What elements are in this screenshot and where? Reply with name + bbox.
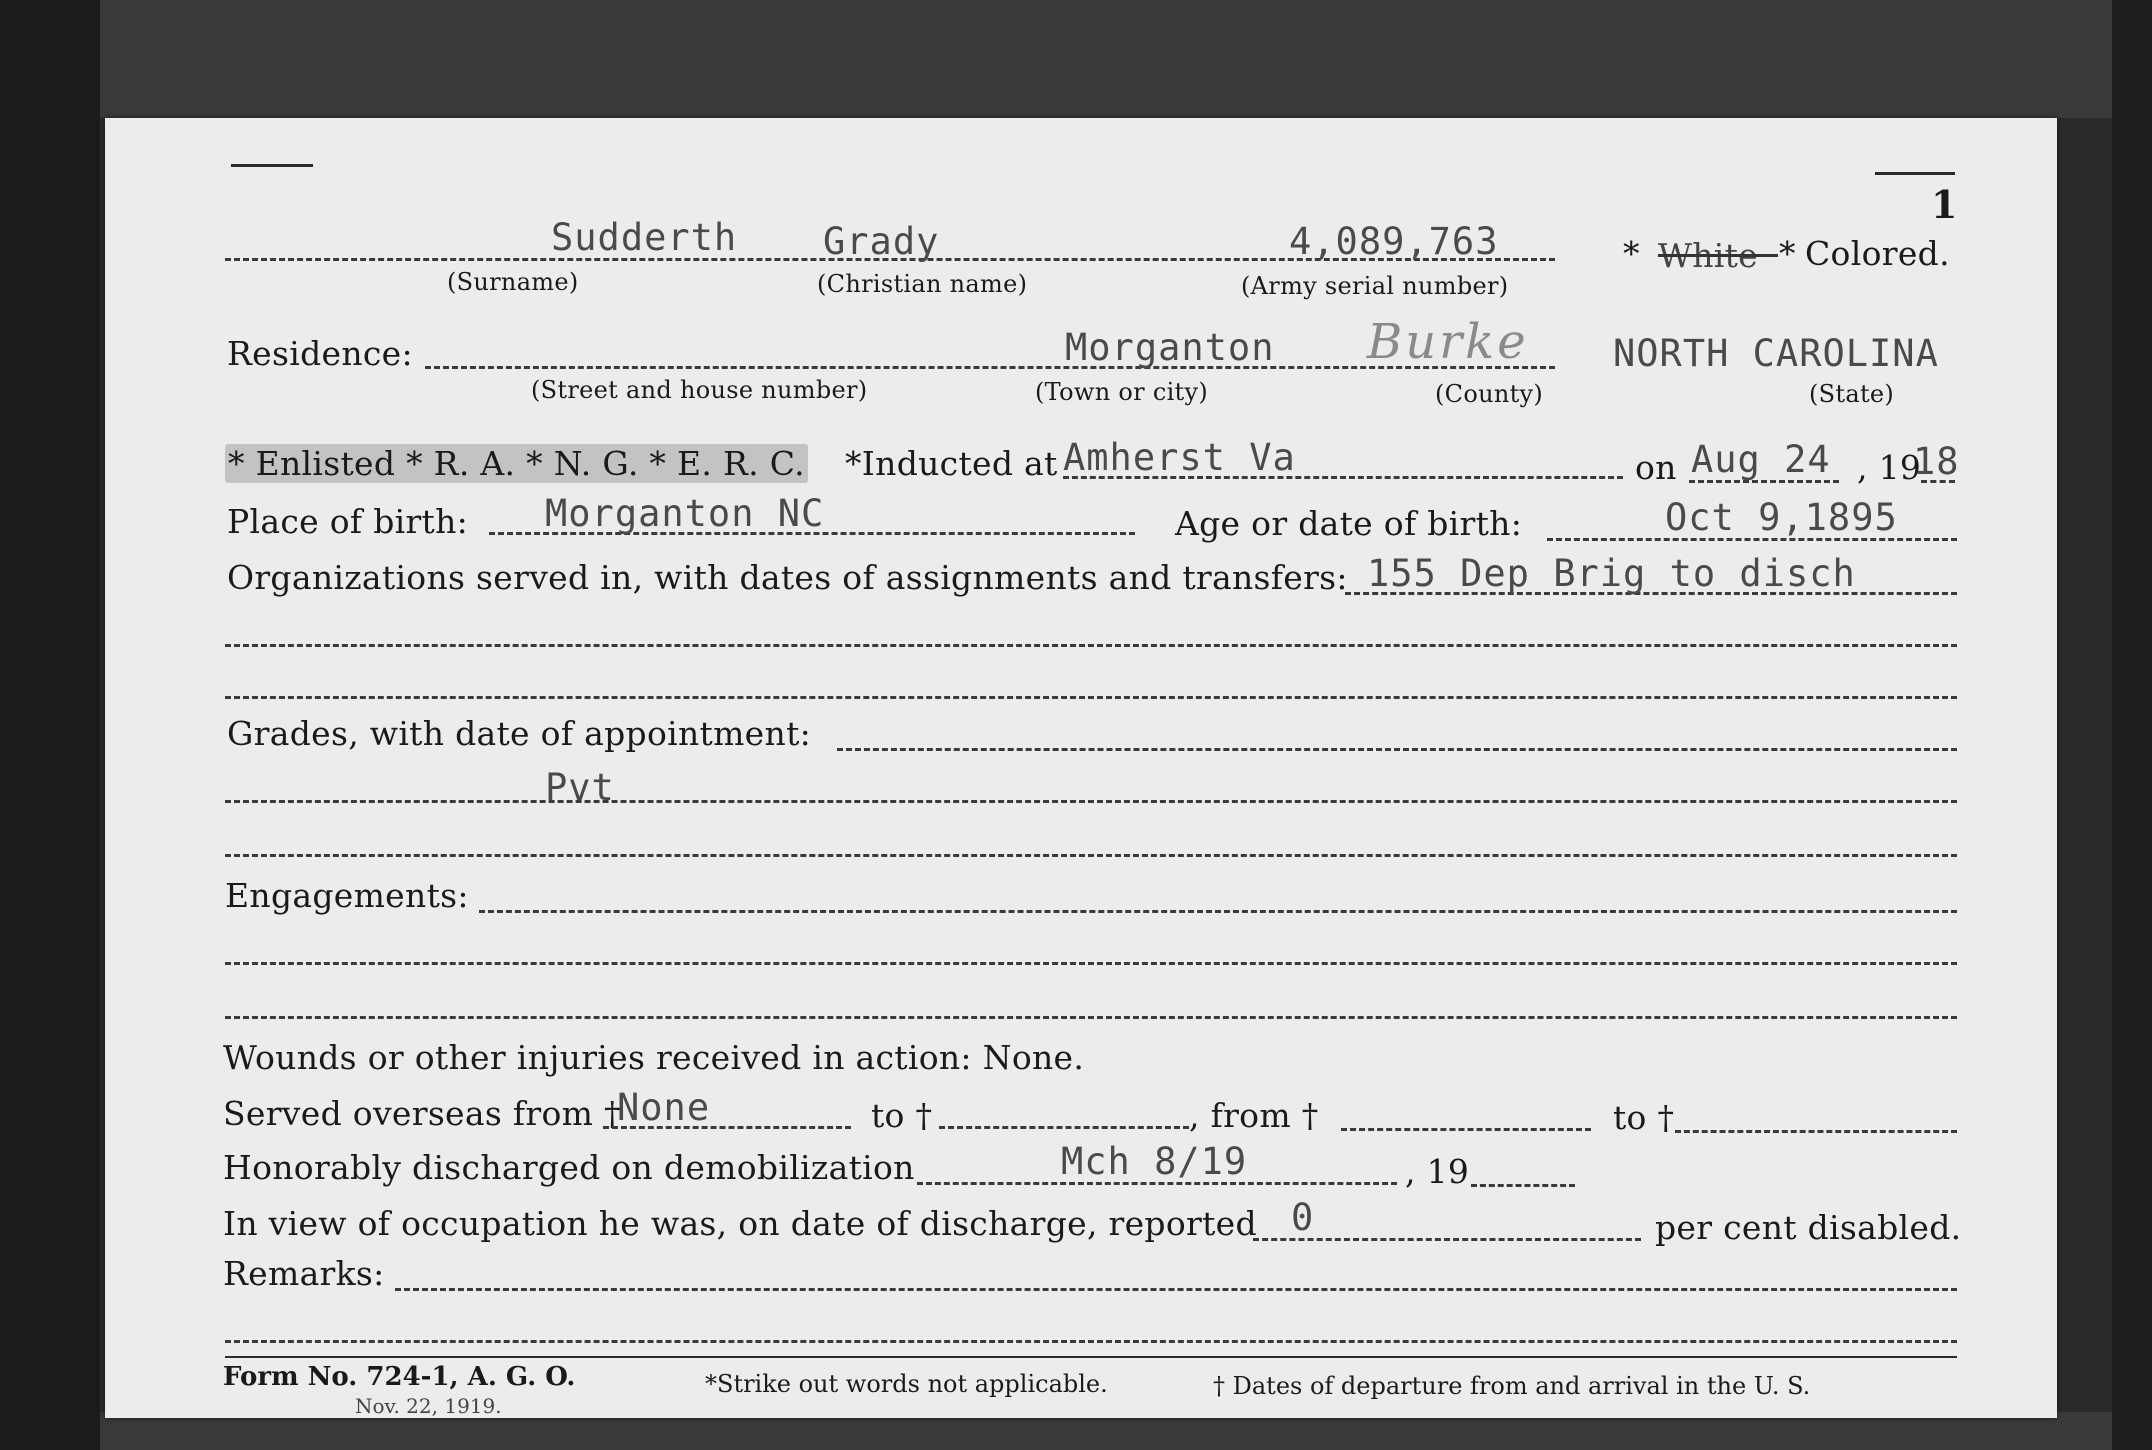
grades-line-2 — [225, 800, 1957, 803]
disability-suffix: per cent disabled. — [1655, 1208, 1962, 1247]
street-caption: (Street and house number) — [531, 376, 868, 404]
birthdate-value: Oct 9,1895 — [1665, 496, 1898, 539]
grades-label: Grades, with date of appointment: — [227, 714, 812, 753]
residence-town-value: Morganton — [1065, 326, 1275, 369]
organizations-line-3 — [225, 696, 1957, 699]
birthplace-label: Place of birth: — [227, 502, 469, 541]
induction-year-prefix: , 19 — [1857, 448, 1922, 487]
overseas-from-label-2: , from † — [1189, 1096, 1319, 1135]
discharge-year-line — [1471, 1184, 1575, 1187]
form-number: Form No. 724-1, A. G. O. — [223, 1362, 576, 1392]
footer-rule — [225, 1356, 1957, 1358]
overseas-to-label-1: to † — [871, 1096, 933, 1135]
town-caption: (Town or city) — [1035, 378, 1209, 406]
overseas-from-line-2 — [1341, 1128, 1591, 1131]
surname-caption: (Surname) — [447, 268, 579, 296]
overseas-label: Served overseas from † — [223, 1094, 621, 1133]
on-label: on — [1635, 448, 1677, 487]
scan-border-top — [100, 0, 2112, 118]
engagements-line-2 — [225, 962, 1957, 965]
organizations-value: 155 Dep Brig to disch — [1367, 552, 1856, 595]
remarks-line — [395, 1288, 1957, 1291]
race-star-2: * — [1779, 234, 1796, 273]
top-right-rule — [1875, 172, 1955, 175]
discharge-year-prefix: , 19 — [1405, 1152, 1470, 1191]
race-star-1: * — [1623, 234, 1640, 273]
overseas-to-line-2 — [1675, 1130, 1957, 1133]
enlistment-options-text: * Enlisted * R. A. * N. G. * E. R. C. — [225, 444, 808, 483]
dates-note: † Dates of departure from and arrival in the U. S. — [1213, 1372, 1811, 1400]
serial-number-value: 4,089,763 — [1289, 220, 1499, 263]
race-colored: Colored. — [1805, 234, 1950, 273]
residence-label: Residence: — [227, 334, 413, 373]
strike-out-note: *Strike out words not applicable. — [705, 1370, 1108, 1398]
inducted-place-value: Amherst Va — [1063, 436, 1296, 479]
organizations-line-2 — [225, 644, 1957, 647]
form-date: Nov. 22, 1919. — [355, 1394, 502, 1418]
grades-value: Pvt — [545, 766, 615, 809]
card-number: 1 — [1931, 182, 1958, 227]
county-caption: (County) — [1435, 380, 1544, 408]
discharge-value: Mch 8/19 — [1061, 1140, 1248, 1183]
discharge-label: Honorably discharged on demobilization — [223, 1148, 915, 1187]
induction-date-value: Aug 24 — [1691, 438, 1831, 481]
disability-value: 0 — [1291, 1196, 1315, 1239]
birthdate-label: Age or date of birth: — [1175, 504, 1523, 543]
residence-county-value: Burke — [1367, 314, 1529, 370]
scan-border-left — [0, 0, 100, 1450]
engagements-label: Engagements: — [225, 876, 469, 915]
top-left-rule — [231, 164, 313, 167]
grades-line-3 — [225, 854, 1957, 857]
remarks-line-2 — [225, 1340, 1957, 1343]
overseas-to-label-2: to † — [1613, 1098, 1675, 1137]
overseas-to-line-1 — [939, 1126, 1189, 1129]
scan-border-right — [2112, 0, 2152, 1450]
birthplace-value: Morganton NC — [545, 492, 825, 535]
state-caption: (State) — [1809, 380, 1895, 408]
grades-line — [837, 748, 1957, 751]
enlistment-options — [225, 444, 808, 483]
christian-name-value: Grady — [823, 220, 940, 263]
residence-state-value: NORTH CAROLINA — [1613, 332, 1939, 375]
engagements-line — [479, 910, 1957, 913]
race-white-struck: White — [1658, 236, 1759, 275]
induction-year-value: 18 — [1913, 440, 1960, 483]
inducted-label: *Inducted at — [845, 444, 1058, 483]
surname-value: Sudderth — [551, 216, 738, 259]
overseas-from-value: None — [617, 1086, 711, 1129]
serial-caption: (Army serial number) — [1241, 272, 1509, 300]
wounds-text: Wounds or other injuries received in action: None. — [223, 1038, 1085, 1077]
engagements-line-3 — [225, 1016, 1957, 1019]
white-strikethrough — [1658, 254, 1778, 257]
service-record-card — [105, 118, 2057, 1418]
remarks-label: Remarks: — [223, 1254, 385, 1293]
christian-name-caption: (Christian name) — [817, 270, 1028, 298]
organizations-label: Organizations served in, with dates of assignments and transfers: — [227, 558, 1348, 597]
disability-label: In view of occupation he was, on date of discharge, reported — [223, 1204, 1257, 1243]
